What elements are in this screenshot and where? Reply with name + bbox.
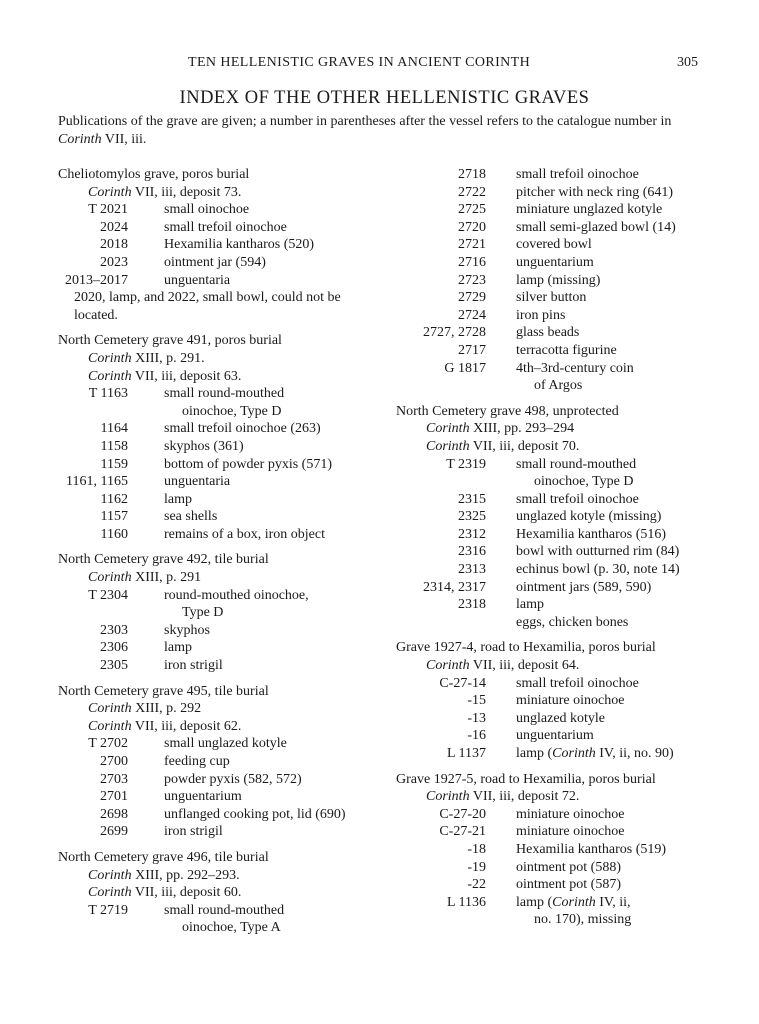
object-description-text: lamp (missing) [516,272,601,288]
object-description-text: unguentarium [516,728,594,744]
catalogue-number: 1157 [100,509,128,525]
catalogue-number: 2318 [458,597,486,613]
catalogue-number: C-27-14 [439,675,486,691]
catalogue-number: 2717 [458,342,486,358]
catalogue-number: T 2304 [88,587,128,603]
catalogue-number: -16 [467,728,486,744]
catalogue-entry [58,735,378,753]
object-description-text: powder pyxis (582, 572) [164,771,302,787]
grave-entry [58,683,378,841]
catalogue-number: -18 [467,841,486,857]
publication-series: Corinth [88,701,132,717]
grave-note: 2020, lamp, and 2022, small bowl, could not be located. [74,290,341,323]
object-description [516,596,726,614]
publication-ref [58,368,378,386]
catalogue-number: 2313 [458,562,486,578]
catalogue-entry [396,614,726,632]
object-description-text: silver button [516,290,587,306]
grave-entry [58,849,378,937]
object-description-text: unglazed kotyle (missing) [516,509,662,525]
catalogue-entry [58,236,378,254]
catalogue-number: 2725 [458,202,486,218]
object-ref-italic: Corinth [552,746,596,761]
object-description [164,806,378,824]
object-description-text: small trefoil oinochoe [516,675,639,691]
object-description-text: ointment pot (587) [516,877,621,893]
object-description [516,491,726,509]
object-description-text: unguentarium [164,789,242,805]
object-description [164,526,378,544]
grave-entry [58,166,378,324]
publication-detail: XIII, p. 292 [135,701,202,717]
object-description-text: echinus bowl (p. 30, note 14) [516,562,680,578]
catalogue-number: 2701 [100,789,128,805]
catalogue-entry [396,675,726,693]
object-description [516,745,726,763]
object-description [164,657,378,675]
grave-title: North Cemetery grave 492, tile burial [58,552,269,568]
publication-detail: XIII, p. 291 [135,570,202,586]
object-description-text: unguentaria [164,474,231,490]
publication-ref [396,420,726,438]
catalogue-entry [396,342,726,360]
catalogue-entry [396,324,726,342]
object-description [516,823,726,841]
catalogue-entry [58,254,378,272]
catalogue-entry [396,561,726,579]
intro-paragraph [58,113,716,148]
object-description-text: Hexamilia kantharos (516) [516,526,667,542]
object-description-text: miniature oinochoe [516,806,625,822]
object-description-text: small trefoil oinochoe [516,491,639,507]
running-head [0,55,759,75]
object-description [516,579,726,597]
object-description [164,902,378,937]
object-description [164,254,378,272]
publication-ref [396,438,726,456]
object-description-text: lamp [164,640,192,656]
intro-text: Publications of the grave are given; a number in parentheses after the vessel refers to the catalogue number in [58,114,672,129]
catalogue-entry [396,710,726,728]
publication-ref [58,867,378,885]
catalogue-entry [396,543,726,561]
catalogue-entry [396,184,726,202]
object-description-text: iron pins [516,307,566,323]
catalogue-entry [58,753,378,771]
publication-series: Corinth [88,350,132,366]
catalogue-entry [396,166,726,184]
grave-title: North Cemetery grave 498, unprotected [396,403,619,419]
catalogue-number: C-27-21 [439,824,486,840]
object-description-text: lamp [516,597,544,613]
object-description [164,272,378,290]
object-description [164,771,378,789]
catalogue-number: -15 [467,693,486,709]
object-description [516,166,726,184]
catalogue-entry [58,438,378,456]
object-description [516,561,726,579]
catalogue-number: -13 [467,710,486,726]
publication-detail: XIII, p. 291. [135,350,205,366]
catalogue-number: -22 [467,877,486,893]
catalogue-number: 2312 [458,526,486,542]
catalogue-entry [396,219,726,237]
publication-ref [58,184,378,202]
object-description [516,184,726,202]
page-number: 305 [677,55,698,70]
catalogue-number: L 1136 [446,894,486,910]
catalogue-entry [396,307,726,325]
catalogue-number: 2700 [100,754,128,769]
object-description [164,473,378,491]
object-description-continued: no. 170), missing [534,912,632,928]
object-description-text: unguentarium [516,254,594,270]
catalogue-entry [58,420,378,438]
catalogue-number: -19 [467,859,486,875]
right-column [396,166,726,937]
object-description-text: skyphos (361) [164,438,244,454]
object-description-text: ointment pot (588) [516,859,621,875]
catalogue-number: 2729 [458,290,486,306]
catalogue-entry [396,727,726,745]
catalogue-entry [396,508,726,526]
catalogue-number: 1164 [100,421,128,437]
object-description [516,254,726,272]
object-description [516,324,726,342]
object-description-continued: Type D [182,605,224,621]
catalogue-number: 1161, 1165 [66,474,128,490]
publication-detail: VII, iii, deposit 64. [472,658,580,674]
catalogue-entry [58,622,378,640]
publication-ref [58,700,378,718]
publication-ref [58,350,378,368]
object-description-text: Hexamilia kantharos (519) [516,841,667,857]
publication-detail: VII, iii, deposit 72. [472,789,580,805]
catalogue-number: 1162 [100,491,128,507]
catalogue-number: 1159 [100,456,128,472]
catalogue-number: 2699 [100,824,128,840]
catalogue-entry [396,526,726,544]
catalogue-entry [396,596,726,614]
catalogue-number: 2724 [458,307,486,323]
object-description-text: Hexamilia kantharos (520) [164,237,315,253]
publication-detail: VII, iii, deposit 73. [134,184,242,200]
left-column [58,166,378,945]
catalogue-number: 2718 [458,167,486,182]
catalogue-number: 2720 [458,219,486,235]
object-description [516,219,726,237]
object-description-text: round-mouthed oinochoe, [164,587,309,603]
catalogue-entry [58,657,378,675]
catalogue-number: 2314, 2317 [423,579,486,595]
catalogue-entry [58,823,378,841]
object-description [164,753,378,771]
catalogue-entry [396,236,726,254]
catalogue-number: G 1817 [444,360,486,376]
publication-detail: VII, iii, deposit 70. [472,438,580,454]
grave-entry [58,332,378,543]
catalogue-entry [396,272,726,290]
publication-ref [58,884,378,902]
object-description [516,360,726,395]
catalogue-number: 2023 [100,254,128,270]
object-description [164,508,378,526]
object-description [164,219,378,237]
publication-ref [58,569,378,587]
object-description [164,438,378,456]
object-description-text: ointment jar (594) [164,254,266,270]
object-description-continued: of Argos [534,378,583,394]
catalogue-entry [396,491,726,509]
object-description-text: eggs, chicken bones [516,614,629,630]
object-description [516,841,726,859]
publication-detail: VII, iii, deposit 62. [134,718,242,734]
object-description [164,236,378,254]
catalogue-entry [58,639,378,657]
object-description-text: small trefoil oinochoe [164,219,287,235]
object-description [516,201,726,219]
object-description-text: 4th–3rd-century coin [516,360,634,376]
object-description-text: sea shells [164,509,218,525]
grave-entry-continued [396,166,726,395]
publication-series: Corinth [426,658,470,674]
catalogue-number: 1160 [100,526,128,542]
catalogue-number: 2018 [100,237,128,253]
object-description-text: skyphos [164,622,210,638]
object-description-text: miniature unglazed kotyle [516,202,663,218]
catalogue-number: 2306 [100,640,128,656]
object-description [516,614,726,632]
catalogue-number: 2013–2017 [65,272,128,288]
object-description-text: small trefoil oinochoe [516,167,639,182]
page-title: INDEX OF THE OTHER HELLENISTIC GRAVES [179,88,590,108]
grave-entry [396,639,726,762]
object-description-text: small round-mouthed [164,902,285,918]
object-description [516,272,726,290]
catalogue-number: 2305 [100,658,128,674]
publication-series: Corinth [88,570,132,586]
object-description-text: miniature oinochoe [516,824,625,840]
object-description-text: miniature oinochoe [516,693,625,709]
publication-detail: XIII, pp. 292–293. [135,867,240,883]
object-description [516,526,726,544]
catalogue-entry [396,692,726,710]
catalogue-number: 2316 [458,544,486,560]
catalogue-number: T 2021 [88,202,128,218]
catalogue-number: T 1163 [88,386,128,402]
catalogue-number: 2722 [458,184,486,200]
object-description [516,456,726,491]
publication-series: Corinth [88,368,132,384]
catalogue-entry [396,289,726,307]
grave-title: North Cemetery grave 495, tile burial [58,683,269,699]
catalogue-number: 2723 [458,272,486,288]
object-description [164,201,378,219]
object-description [516,710,726,728]
publication-series: Corinth [88,184,132,200]
catalogue-entry [58,473,378,491]
grave-entry [396,403,726,632]
publication-series: Corinth [88,718,132,734]
publication-ref [396,657,726,675]
catalogue-number: 2325 [458,509,486,525]
grave-title: North Cemetery grave 491, poros burial [58,333,282,349]
catalogue-entry [396,806,726,824]
catalogue-entry [58,219,378,237]
publication-detail: VII, iii, deposit 60. [134,885,242,901]
object-description-continued: oinochoe, Type D [534,474,634,490]
object-description [164,823,378,841]
object-description [516,675,726,693]
object-ref-italic: Corinth [552,894,596,910]
publication-series: Corinth [426,421,470,437]
catalogue-entry [58,788,378,806]
object-description [516,236,726,254]
catalogue-entry [396,254,726,272]
publication-series: Corinth [426,438,470,454]
object-description-text: terracotta figurine [516,342,617,358]
catalogue-number: 1158 [100,438,128,454]
object-description-text: unglazed kotyle [516,710,606,726]
object-description-text: ointment jars (589, 590) [516,579,652,595]
catalogue-entry [58,456,378,474]
object-description [164,587,378,622]
object-description-text: small semi-glazed bowl (14) [516,219,676,235]
object-description [164,622,378,640]
catalogue-number [396,614,486,632]
catalogue-entry [396,894,726,929]
object-description [164,456,378,474]
catalogue-entry [58,491,378,509]
object-description [516,692,726,710]
catalogue-entry [396,456,726,491]
catalogue-entry [58,201,378,219]
object-description [164,385,378,420]
object-ref-rest: IV, ii, no. 90) [595,746,674,761]
catalogue-entry [58,272,378,290]
catalogue-entry [58,771,378,789]
publication-series: Corinth [88,885,132,901]
object-description-text: feeding cup [164,754,230,769]
object-description-text: bottom of powder pyxis (571) [164,456,332,472]
running-title: TEN HELLENISTIC GRAVES IN ANCIENT CORINTH [188,55,531,70]
object-description-continued: oinochoe, Type A [182,920,281,936]
object-description-text: small trefoil oinochoe (263) [164,421,321,437]
object-description-text: small round-mouthed [516,456,637,472]
object-description [516,307,726,325]
grave-entry [396,771,726,929]
object-description-text: remains of a box, iron object [164,526,325,542]
catalogue-entry [396,823,726,841]
catalogue-number: 2315 [458,491,486,507]
catalogue-entry [396,745,726,763]
catalogue-number: T 2319 [446,456,486,472]
catalogue-number: 2303 [100,622,128,638]
catalogue-entry [58,508,378,526]
object-description-text: pitcher with neck ring (641) [516,184,674,200]
object-ref-rest: IV, ii, [595,894,631,910]
object-description [164,639,378,657]
object-description [516,543,726,561]
object-description-text: unflanged cooking pot, lid (690) [164,806,346,822]
object-description [516,894,726,929]
object-description-text: iron strigil [164,824,223,840]
catalogue-entry [396,859,726,877]
catalogue-number: C-27-20 [439,806,486,822]
object-description [516,289,726,307]
catalogue-entry [396,841,726,859]
catalogue-number: 2721 [458,237,486,253]
catalogue-number: 2698 [100,806,128,822]
catalogue-number: L 1137 [446,746,486,761]
catalogue-entry [396,876,726,894]
object-description [516,342,726,360]
object-description [516,806,726,824]
object-description-text: small round-mouthed [164,386,285,402]
catalogue-number: 2727, 2728 [423,325,486,341]
catalogue-entry [58,385,378,420]
catalogue-entry [58,806,378,824]
object-description [164,735,378,753]
publication-series: Corinth [88,867,132,883]
object-description-text: lamp ( [516,746,553,761]
object-description [516,508,726,526]
object-description-text: bowl with outturned rim (84) [516,544,680,560]
object-description [516,727,726,745]
grave-title: Grave 1927-5, road to Hexamilia, poros burial [396,771,656,787]
object-description-text: small oinochoe [164,202,250,218]
publication-ref [58,718,378,736]
object-description [164,788,378,806]
object-description [516,876,726,894]
publication-ref [396,788,726,806]
object-description-text: unguentaria [164,272,231,288]
catalogue-entry [396,360,726,395]
object-description [516,859,726,877]
catalogue-entry [58,587,378,622]
object-description-continued: oinochoe, Type D [182,403,282,419]
object-description-text: lamp [164,491,192,507]
grave-title: Cheliotomylos grave, poros burial [58,167,250,182]
object-description-text: glass beads [516,325,580,341]
object-description-text: small unglazed kotyle [164,736,287,752]
object-description-text: lamp ( [516,894,553,910]
catalogue-number: 2716 [458,254,486,270]
catalogue-entry [396,579,726,597]
grave-title: Grave 1927-4, road to Hexamilia, poros burial [396,640,656,656]
catalogue-number: 2703 [100,771,128,787]
intro-ref-italic: Corinth [58,131,102,147]
publication-detail: VII, iii, deposit 63. [134,368,242,384]
grave-title: North Cemetery grave 496, tile burial [58,849,269,865]
object-description-text: iron strigil [164,658,223,674]
catalogue-number: T 2702 [88,736,128,752]
object-description [164,420,378,438]
grave-entry [58,551,378,674]
catalogue-entry [58,902,378,937]
catalogue-number: 2024 [100,219,128,235]
catalogue-entry [396,201,726,219]
publication-series: Corinth [426,789,470,805]
catalogue-number: T 2719 [88,902,128,918]
intro-ref-rest: VII, iii. [104,131,147,147]
object-description-text: covered bowl [516,237,592,253]
publication-detail: XIII, pp. 293–294 [473,421,575,437]
object-description [164,491,378,509]
catalogue-entry [58,526,378,544]
